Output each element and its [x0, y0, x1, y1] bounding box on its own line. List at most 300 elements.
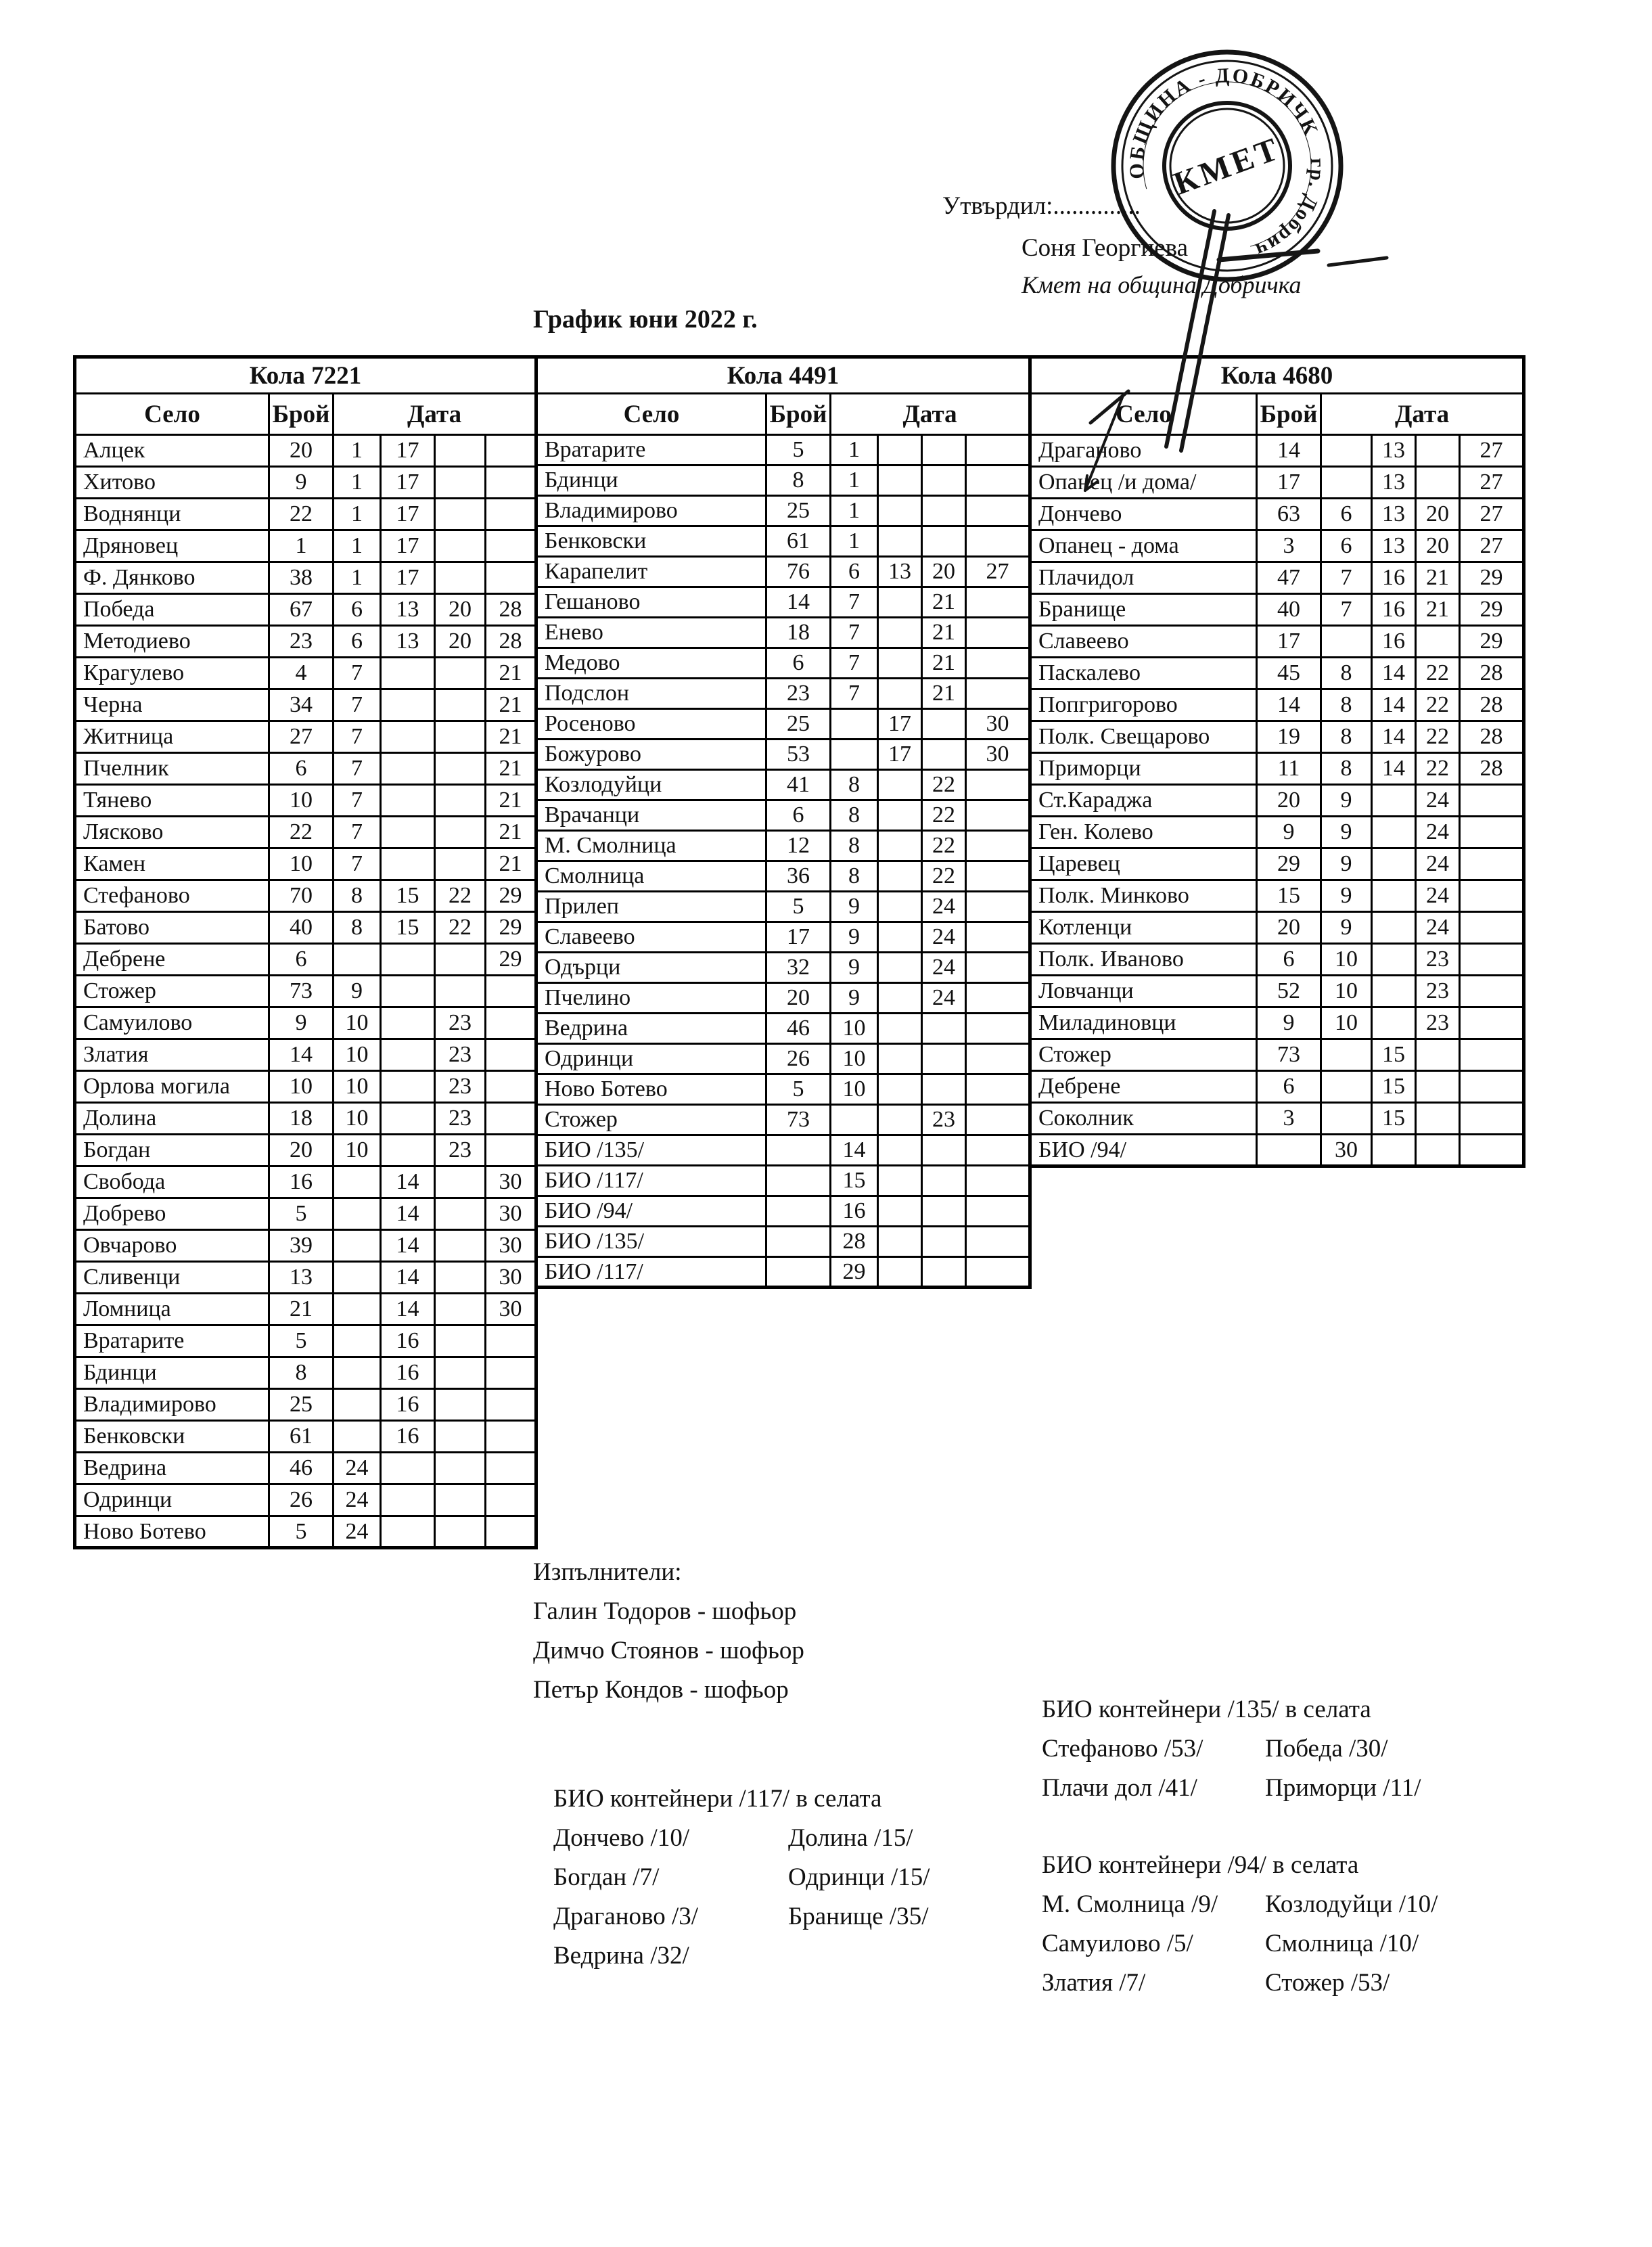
cell-date: 7: [1321, 594, 1372, 626]
cell-date: 17: [381, 467, 435, 499]
cell-count: 73: [766, 1105, 831, 1135]
cell-count: 70: [269, 880, 334, 912]
cell-date: 21: [486, 817, 536, 848]
table-row: [536, 587, 1030, 618]
cell-date: [1372, 944, 1416, 976]
cell-count: 14: [1257, 435, 1321, 467]
cell-village: Ген. Колево: [1030, 817, 1257, 848]
table-title: Кола 4680: [1030, 357, 1524, 394]
cell-date: [922, 1227, 966, 1257]
cell-date: 17: [381, 530, 435, 562]
cell-village: Попгригорово: [1030, 689, 1257, 721]
cell-date: [381, 1516, 435, 1548]
cell-count: 4: [269, 658, 334, 689]
table-row: [1030, 626, 1524, 658]
cell-date: [922, 1257, 966, 1288]
cell-date: [1372, 1135, 1416, 1166]
cell-date: 8: [1321, 689, 1372, 721]
cell-count: 29: [1257, 848, 1321, 880]
cell-date: 24: [922, 922, 966, 953]
table-row: [536, 648, 1030, 679]
cell-village: Полк. Свещарово: [1030, 721, 1257, 753]
cell-date: [966, 496, 1030, 526]
cell-count: 11: [1257, 753, 1321, 785]
cell-village: Миладиновци: [1030, 1007, 1257, 1039]
cell-village: Ново Ботево: [536, 1074, 766, 1105]
cell-date: 22: [922, 831, 966, 861]
cell-date: 1: [334, 499, 381, 530]
cell-date: 10: [831, 1044, 878, 1074]
cell-date: [435, 658, 486, 689]
table-row: [1030, 562, 1524, 594]
bio-village-count: Приморци /11/: [1265, 1774, 1421, 1802]
table-row: [75, 817, 536, 848]
cell-village: Самуилово: [75, 1007, 269, 1039]
cell-date: 7: [334, 721, 381, 753]
executors-block: [533, 1553, 804, 1710]
cell-date: 20: [435, 626, 486, 658]
cell-count: 23: [766, 679, 831, 709]
cell-date: 24: [922, 892, 966, 922]
cell-date: 10: [1321, 944, 1372, 976]
cell-date: [486, 530, 536, 562]
table-row: [75, 721, 536, 753]
table-row: [75, 1453, 536, 1484]
cell-village: Вратарите: [75, 1325, 269, 1357]
column-header-count: Брой: [766, 394, 831, 435]
table-row: [536, 861, 1030, 892]
cell-date: [878, 831, 922, 861]
cell-count: 47: [1257, 562, 1321, 594]
cell-count: 40: [269, 912, 334, 944]
cell-date: 16: [381, 1421, 435, 1453]
cell-village: Пчелино: [536, 983, 766, 1014]
cell-date: 14: [1372, 721, 1416, 753]
cell-date: 28: [1460, 721, 1524, 753]
cell-village: Камен: [75, 848, 269, 880]
cell-date: 7: [334, 848, 381, 880]
cell-date: [381, 848, 435, 880]
cell-date: [486, 1389, 536, 1421]
table-title: Кола 4491: [536, 357, 1030, 394]
cell-date: 22: [1416, 753, 1460, 785]
cell-date: 6: [334, 626, 381, 658]
table-row: [75, 1198, 536, 1230]
cell-count: 10: [269, 785, 334, 817]
cell-date: 14: [381, 1262, 435, 1294]
column-header-count: Брой: [1257, 394, 1321, 435]
cell-date: [486, 1071, 536, 1103]
cell-count: 12: [766, 831, 831, 861]
cell-date: [1460, 1135, 1524, 1166]
cell-village: Бдинци: [536, 466, 766, 496]
cell-date: 24: [922, 953, 966, 983]
bio-village-count: Победа /30/: [1265, 1735, 1388, 1763]
cell-date: 8: [1321, 658, 1372, 689]
table-row: [1030, 435, 1524, 467]
cell-date: [966, 466, 1030, 496]
cell-date: 1: [831, 526, 878, 557]
table-row: [75, 1230, 536, 1262]
cell-date: [381, 976, 435, 1007]
bio-village-count: Самуилово /5/: [1042, 1930, 1193, 1957]
cell-count: 3: [1257, 1103, 1321, 1135]
cell-date: 30: [966, 740, 1030, 770]
cell-village: Житница: [75, 721, 269, 753]
cell-date: 16: [381, 1325, 435, 1357]
cell-date: [381, 1135, 435, 1166]
cell-date: [486, 1516, 536, 1548]
cell-date: 14: [1372, 689, 1416, 721]
cell-date: [381, 785, 435, 817]
cell-village: Дряновец: [75, 530, 269, 562]
cell-date: 7: [334, 689, 381, 721]
table-row: [1030, 1135, 1524, 1166]
cell-date: [1416, 467, 1460, 499]
cell-date: [435, 1389, 486, 1421]
approver-title: Кмет на община Добричка: [1022, 271, 1302, 298]
table-row: [75, 594, 536, 626]
cell-date: 13: [1372, 467, 1416, 499]
cell-date: 30: [486, 1262, 536, 1294]
cell-date: 9: [831, 892, 878, 922]
cell-village: Черна: [75, 689, 269, 721]
cell-village: Дончево: [1030, 499, 1257, 530]
cell-date: [1372, 912, 1416, 944]
column-header-count: Брой: [269, 394, 334, 435]
cell-date: 16: [1372, 562, 1416, 594]
cell-date: [831, 740, 878, 770]
cell-date: [381, 689, 435, 721]
cell-date: [966, 679, 1030, 709]
cell-date: [334, 1389, 381, 1421]
cell-date: [966, 618, 1030, 648]
cell-date: [1416, 1135, 1460, 1166]
cell-date: [435, 1484, 486, 1516]
cell-date: 6: [831, 557, 878, 587]
cell-count: 16: [269, 1166, 334, 1198]
table-row: [536, 800, 1030, 831]
cell-count: 5: [269, 1325, 334, 1357]
cell-date: 21: [486, 658, 536, 689]
cell-date: [1460, 1007, 1524, 1039]
column-header-village: Село: [1030, 394, 1257, 435]
table-row: [75, 1484, 536, 1516]
cell-count: 20: [1257, 912, 1321, 944]
cell-date: 8: [1321, 721, 1372, 753]
cell-count: 73: [1257, 1039, 1321, 1071]
cell-date: [878, 526, 922, 557]
bio-containers-135-block: [1042, 1690, 1509, 1808]
cell-date: 17: [878, 740, 922, 770]
cell-date: 29: [831, 1257, 878, 1288]
cell-date: 15: [1372, 1071, 1416, 1103]
cell-date: 28: [831, 1227, 878, 1257]
cell-date: 21: [1416, 562, 1460, 594]
table-row: [75, 658, 536, 689]
cell-date: [486, 499, 536, 530]
table-row: [1030, 976, 1524, 1007]
table-row: [536, 526, 1030, 557]
cell-count: 10: [269, 848, 334, 880]
cell-date: 17: [878, 709, 922, 740]
cell-count: 18: [766, 618, 831, 648]
cell-village: Ст.Караджа: [1030, 785, 1257, 817]
cell-date: 20: [1416, 530, 1460, 562]
table-title: Кола 7221: [75, 357, 536, 394]
table-row: [1030, 1039, 1524, 1071]
cell-date: 8: [334, 880, 381, 912]
bio-village-count: Дончево /10/: [553, 1824, 690, 1852]
cell-date: 15: [381, 880, 435, 912]
cell-date: [966, 861, 1030, 892]
cell-date: [1416, 435, 1460, 467]
cell-date: [878, 983, 922, 1014]
cell-village: Ново Ботево: [75, 1516, 269, 1548]
table-row: [536, 953, 1030, 983]
cell-count: 67: [269, 594, 334, 626]
cell-date: [486, 1453, 536, 1484]
cell-date: 23: [1416, 1007, 1460, 1039]
cell-count: 14: [1257, 689, 1321, 721]
cell-date: [334, 1325, 381, 1357]
cell-count: 27: [269, 721, 334, 753]
cell-date: [435, 1325, 486, 1357]
cell-village: Одринци: [75, 1484, 269, 1516]
cell-village: Бдинци: [75, 1357, 269, 1389]
cell-count: 17: [766, 922, 831, 953]
cell-date: 15: [1372, 1103, 1416, 1135]
cell-village: Пчелник: [75, 753, 269, 785]
cell-village: Божурово: [536, 740, 766, 770]
cell-date: [435, 817, 486, 848]
cell-date: 23: [1416, 944, 1460, 976]
cell-village: Ломница: [75, 1294, 269, 1325]
cell-date: [1321, 1039, 1372, 1071]
cell-village: БИО /94/: [1030, 1135, 1257, 1166]
cell-date: 8: [831, 831, 878, 861]
cell-date: 28: [1460, 689, 1524, 721]
table-row: [75, 562, 536, 594]
cell-village: Росеново: [536, 709, 766, 740]
cell-date: 13: [381, 626, 435, 658]
cell-count: 5: [766, 435, 831, 466]
cell-date: [1460, 848, 1524, 880]
cell-date: [435, 435, 486, 467]
cell-date: 14: [1372, 658, 1416, 689]
table-row: [75, 626, 536, 658]
cell-date: 1: [334, 530, 381, 562]
table-row: [75, 944, 536, 976]
cell-village: Хитово: [75, 467, 269, 499]
cell-date: 16: [381, 1389, 435, 1421]
cell-date: [966, 831, 1030, 861]
cell-date: [1416, 1039, 1460, 1071]
cell-date: [922, 435, 966, 466]
cell-date: [966, 983, 1030, 1014]
table-row: [536, 1227, 1030, 1257]
cell-village: Владимирово: [75, 1389, 269, 1421]
cell-count: 39: [269, 1230, 334, 1262]
cell-date: 20: [1416, 499, 1460, 530]
cell-date: 14: [1372, 753, 1416, 785]
cell-date: 22: [1416, 689, 1460, 721]
table-row: [536, 1044, 1030, 1074]
cell-count: 13: [269, 1262, 334, 1294]
cell-date: 10: [831, 1014, 878, 1044]
table-row: [536, 466, 1030, 496]
cell-date: [334, 944, 381, 976]
cell-date: [334, 1198, 381, 1230]
cell-date: [334, 1294, 381, 1325]
cell-village: БИО /117/: [536, 1257, 766, 1288]
table-row: [536, 740, 1030, 770]
cell-date: [334, 1357, 381, 1389]
cell-village: Царевец: [1030, 848, 1257, 880]
cell-date: 28: [486, 626, 536, 658]
cell-date: 10: [1321, 976, 1372, 1007]
cell-date: 20: [922, 557, 966, 587]
cell-date: [922, 1014, 966, 1044]
cell-date: 29: [1460, 562, 1524, 594]
table-row: [1030, 880, 1524, 912]
cell-date: 9: [1321, 817, 1372, 848]
cell-count: 45: [1257, 658, 1321, 689]
cell-date: [878, 587, 922, 618]
cell-date: [334, 1262, 381, 1294]
table-row: [75, 1421, 536, 1453]
cell-date: [966, 922, 1030, 953]
cell-date: 21: [922, 648, 966, 679]
table-row: [75, 785, 536, 817]
cell-count: 5: [269, 1516, 334, 1548]
cell-date: [486, 435, 536, 467]
cell-count: 14: [766, 587, 831, 618]
cell-count: 52: [1257, 976, 1321, 1007]
cell-date: [878, 800, 922, 831]
column-header-date: Дата: [334, 394, 536, 435]
cell-date: [1321, 467, 1372, 499]
cell-date: [435, 976, 486, 1007]
cell-date: [966, 800, 1030, 831]
schedule-table-kola-4491: [534, 355, 1032, 1289]
cell-village: Плачидол: [1030, 562, 1257, 594]
cell-date: [922, 1044, 966, 1074]
cell-count: 32: [766, 953, 831, 983]
cell-date: 23: [435, 1103, 486, 1135]
cell-date: 14: [831, 1135, 878, 1166]
cell-date: 27: [966, 557, 1030, 587]
cell-date: 9: [1321, 912, 1372, 944]
cell-date: [381, 1103, 435, 1135]
cell-date: 13: [1372, 530, 1416, 562]
cell-date: [966, 1166, 1030, 1196]
table-row: [536, 557, 1030, 587]
cell-date: 8: [1321, 753, 1372, 785]
cell-date: 10: [334, 1103, 381, 1135]
cell-date: [1460, 944, 1524, 976]
cell-count: 18: [269, 1103, 334, 1135]
cell-count: 26: [269, 1484, 334, 1516]
cell-date: [966, 1014, 1030, 1044]
cell-village: Одринци: [536, 1044, 766, 1074]
table-row: [1030, 1071, 1524, 1103]
cell-village: Одърци: [536, 953, 766, 983]
cell-date: [878, 770, 922, 800]
cell-date: 22: [922, 861, 966, 892]
bio-village-count: Ведрина /32/: [553, 1942, 689, 1970]
cell-date: [878, 466, 922, 496]
cell-date: [435, 1166, 486, 1198]
bio-village-count: Драганово /3/: [553, 1903, 699, 1930]
cell-count: 26: [766, 1044, 831, 1074]
cell-village: М. Смолница: [536, 831, 766, 861]
cell-date: [878, 861, 922, 892]
cell-date: [486, 976, 536, 1007]
cell-date: [922, 526, 966, 557]
cell-date: 21: [486, 785, 536, 817]
stamp-city-text: гр. Добрич: [1251, 157, 1329, 263]
cell-count: 25: [766, 496, 831, 526]
cell-count: 6: [766, 800, 831, 831]
cell-date: 8: [831, 800, 878, 831]
bio-village-count: Богдан /7/: [553, 1863, 660, 1891]
cell-village: Енево: [536, 618, 766, 648]
table-row: [75, 912, 536, 944]
cell-date: [1416, 1103, 1460, 1135]
cell-date: 24: [334, 1484, 381, 1516]
table-row: [1030, 785, 1524, 817]
executor-line: Димчо Стоянов - шофьор: [533, 1637, 804, 1664]
cell-date: [381, 1484, 435, 1516]
cell-village: Златия: [75, 1039, 269, 1071]
cell-date: [922, 1166, 966, 1196]
cell-date: [1460, 785, 1524, 817]
cell-date: [435, 848, 486, 880]
cell-date: [1372, 880, 1416, 912]
table-row: [75, 467, 536, 499]
cell-date: [435, 1421, 486, 1453]
cell-count: 6: [766, 648, 831, 679]
cell-date: [381, 658, 435, 689]
cell-date: 21: [486, 721, 536, 753]
cell-date: [1372, 1007, 1416, 1039]
cell-date: 1: [334, 562, 381, 594]
cell-date: 6: [1321, 499, 1372, 530]
cell-count: 61: [766, 526, 831, 557]
table-row: [1030, 912, 1524, 944]
cell-date: [922, 1135, 966, 1166]
cell-date: [381, 1039, 435, 1071]
cell-date: 7: [831, 587, 878, 618]
table-row: [75, 1516, 536, 1548]
cell-village: Медово: [536, 648, 766, 679]
cell-date: [381, 944, 435, 976]
cell-date: 10: [1321, 1007, 1372, 1039]
cell-date: [966, 770, 1030, 800]
cell-date: 9: [1321, 848, 1372, 880]
cell-date: 15: [1372, 1039, 1416, 1071]
cell-date: 6: [334, 594, 381, 626]
cell-date: [435, 562, 486, 594]
cell-date: 21: [486, 848, 536, 880]
table-row: [1030, 944, 1524, 976]
cell-count: 9: [1257, 1007, 1321, 1039]
cell-village: Тянево: [75, 785, 269, 817]
cell-count: 5: [766, 892, 831, 922]
cell-village: Крагулево: [75, 658, 269, 689]
table-row: [75, 1039, 536, 1071]
